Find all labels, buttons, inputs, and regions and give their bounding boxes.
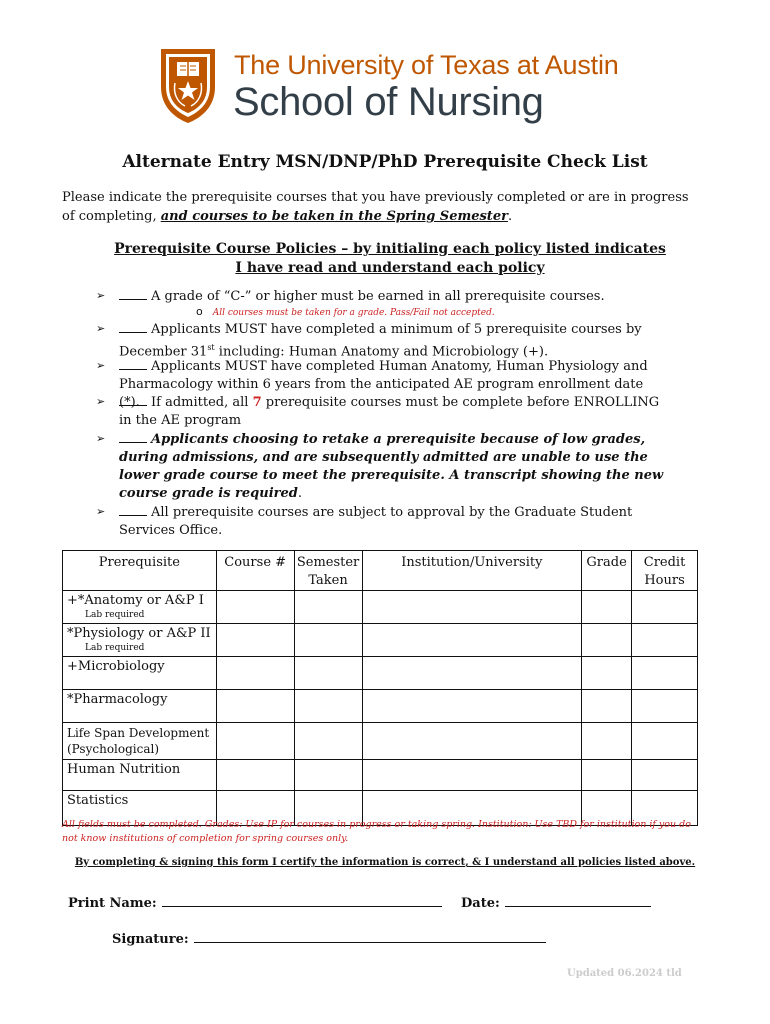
arrow-bullet-icon: ➢ bbox=[96, 395, 106, 408]
course-number-cell[interactable] bbox=[216, 760, 294, 791]
course-number-cell[interactable] bbox=[216, 723, 294, 760]
policy-text-end: prerequisite courses must be complete before ENROLLING in the AE program bbox=[119, 395, 660, 428]
university-name: The University of Texas at Austin bbox=[234, 50, 619, 80]
course-number-cell[interactable] bbox=[216, 591, 294, 624]
course-number-cell[interactable] bbox=[216, 657, 294, 690]
prerequisite-cell bbox=[63, 723, 217, 760]
prerequisite-name: +*Anatomy or A&P I bbox=[67, 593, 204, 608]
prerequisite-cell bbox=[63, 690, 217, 723]
table-header-row bbox=[63, 551, 698, 591]
table-row bbox=[63, 657, 698, 690]
column-header: Semester Taken bbox=[294, 551, 362, 591]
policy-text: If admitted, all bbox=[151, 395, 253, 410]
initial-blank[interactable] bbox=[119, 320, 147, 333]
lab-note: Lab required bbox=[85, 643, 145, 653]
semester-cell[interactable] bbox=[294, 657, 362, 690]
initial-blank[interactable] bbox=[119, 357, 147, 370]
policy-heading: Prerequisite Course Policies – by initialing each policy listed indicates I have read and understand each policy bbox=[114, 241, 666, 276]
credit-hours-cell[interactable] bbox=[632, 690, 698, 723]
prerequisite-name: Life Span Development (Psychological) bbox=[67, 726, 210, 756]
policy-sub-text: All courses must be taken for a grade. Pass/Fail not accepted. bbox=[212, 308, 495, 318]
prerequisite-name: +Microbiology bbox=[67, 659, 165, 674]
credit-hours-cell[interactable] bbox=[632, 760, 698, 791]
table-row bbox=[63, 591, 698, 624]
grade-cell[interactable] bbox=[582, 723, 632, 760]
print-name-label: Print Name: bbox=[68, 896, 157, 911]
lab-note: Lab required bbox=[85, 610, 145, 620]
initial-blank[interactable] bbox=[119, 287, 147, 300]
institution-cell[interactable] bbox=[362, 723, 582, 760]
intro-end: . bbox=[507, 209, 513, 224]
policy-text-end: . bbox=[297, 486, 302, 501]
policy-text: Applicants MUST have completed Human Anatomy, Human Physiology and Pharmacology within 6 years from the anticipated AE program enrollment date (*). bbox=[119, 359, 648, 410]
instructions-note: All fields must be completed. Grades: Use IP for courses in progress or taking spring. Institution: Use TBD for institution if you do not know institutions of completion for spring courses only. bbox=[62, 819, 691, 844]
policy-superscript: st bbox=[207, 343, 215, 352]
policy-text: All prerequisite courses are subject to approval by the Graduate Student Services Office. bbox=[119, 505, 633, 538]
prerequisite-name: *Physiology or A&P II bbox=[67, 626, 211, 641]
semester-cell[interactable] bbox=[294, 723, 362, 760]
credit-hours-cell[interactable] bbox=[632, 591, 698, 624]
policy-item-approval bbox=[119, 503, 664, 540]
grade-cell[interactable] bbox=[582, 624, 632, 657]
updated-stamp: Updated 06.2024 tld bbox=[567, 968, 682, 979]
grade-cell[interactable] bbox=[582, 591, 632, 624]
prerequisite-cell bbox=[63, 760, 217, 791]
prerequisite-cell bbox=[63, 624, 217, 657]
grade-cell[interactable] bbox=[582, 657, 632, 690]
arrow-bullet-icon: ➢ bbox=[96, 322, 106, 335]
arrow-bullet-icon: ➢ bbox=[96, 505, 106, 518]
signature-row bbox=[112, 928, 546, 947]
column-header: Grade bbox=[582, 551, 632, 591]
credit-hours-cell[interactable] bbox=[632, 723, 698, 760]
policy-item-enrolling bbox=[119, 393, 664, 430]
circle-bullet-icon: o bbox=[196, 305, 203, 318]
intro-text: Please indicate the prerequisite courses that you have previously completed or are in progress of completing, bbox=[62, 190, 689, 224]
semester-cell[interactable] bbox=[294, 760, 362, 791]
prerequisite-name: Statistics bbox=[67, 793, 129, 808]
ut-shield-logo-icon bbox=[157, 47, 219, 125]
prerequisite-cell bbox=[63, 657, 217, 690]
policy-item-grade bbox=[119, 287, 664, 306]
initial-blank[interactable] bbox=[119, 393, 147, 406]
print-name-field[interactable] bbox=[162, 893, 442, 907]
signature-label: Signature: bbox=[112, 932, 189, 947]
grade-cell[interactable] bbox=[582, 760, 632, 791]
initial-blank[interactable] bbox=[119, 430, 147, 443]
policy-text: Applicants MUST have completed a minimum of 5 prerequisite courses by December 31 bbox=[119, 322, 642, 360]
date-field[interactable] bbox=[505, 893, 651, 907]
institution-cell[interactable] bbox=[362, 690, 582, 723]
policy-text: Applicants choosing to retake a prerequisite because of low grades, during admissions, and are subsequently admitted are unable to use the lower grade course to meet the prerequisite. A transcript showing the new course grade is required bbox=[119, 432, 664, 501]
institution-cell[interactable] bbox=[362, 657, 582, 690]
policy-text-end: including: Human Anatomy and Microbiology (+). bbox=[214, 344, 549, 360]
prerequisite-cell bbox=[63, 591, 217, 624]
prerequisite-table bbox=[62, 550, 698, 826]
grade-cell[interactable] bbox=[582, 690, 632, 723]
initial-blank[interactable] bbox=[119, 503, 147, 516]
date-row bbox=[461, 892, 651, 911]
policy-sub-item bbox=[196, 305, 495, 318]
signature-field[interactable] bbox=[194, 929, 546, 943]
policy-text: A grade of “C-” or higher must be earned in all prerequisite courses. bbox=[151, 289, 605, 304]
course-number-cell[interactable] bbox=[216, 690, 294, 723]
course-number-cell[interactable] bbox=[216, 624, 294, 657]
column-header: Course # bbox=[216, 551, 294, 591]
arrow-bullet-icon: ➢ bbox=[96, 432, 106, 445]
table-row bbox=[63, 624, 698, 657]
semester-cell[interactable] bbox=[294, 624, 362, 657]
institution-cell[interactable] bbox=[362, 624, 582, 657]
course-count: 7 bbox=[252, 395, 262, 410]
policy-item-minimum bbox=[119, 320, 664, 361]
table-row bbox=[63, 723, 698, 760]
credit-hours-cell[interactable] bbox=[632, 657, 698, 690]
credit-hours-cell[interactable] bbox=[632, 624, 698, 657]
arrow-bullet-icon: ➢ bbox=[96, 359, 106, 372]
school-name: School of Nursing bbox=[233, 80, 544, 124]
semester-cell[interactable] bbox=[294, 591, 362, 624]
print-name-row bbox=[68, 892, 442, 911]
arrow-bullet-icon: ➢ bbox=[96, 289, 106, 302]
institution-cell[interactable] bbox=[362, 591, 582, 624]
policy-item-retake bbox=[119, 430, 664, 503]
certification-statement: By completing & signing this form I certify the information is correct, & I understand all policies listed above. bbox=[74, 857, 696, 868]
date-label: Date: bbox=[461, 896, 500, 911]
prerequisite-name: Human Nutrition bbox=[67, 762, 181, 777]
column-header: Institution/University bbox=[362, 551, 582, 591]
semester-cell[interactable] bbox=[294, 690, 362, 723]
institution-cell[interactable] bbox=[362, 760, 582, 791]
table-row bbox=[63, 760, 698, 791]
intro-paragraph bbox=[62, 188, 702, 226]
column-header: Credit Hours bbox=[632, 551, 698, 591]
column-header: Prerequisite bbox=[63, 551, 217, 591]
prerequisite-name: *Pharmacology bbox=[67, 692, 168, 707]
table-row bbox=[63, 690, 698, 723]
page-title: Alternate Entry MSN/DNP/PhD Prerequisite Check List bbox=[122, 152, 648, 172]
intro-emphasis: and courses to be taken in the Spring Semester bbox=[160, 209, 508, 224]
